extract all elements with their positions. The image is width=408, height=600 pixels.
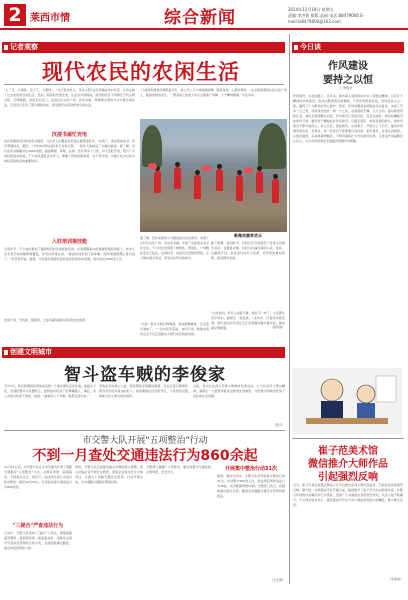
today-text: 作风建设，永远在路上。近年来，我市深入贯彻落实中央八项规定精神，以钉钉子精神抓作风建设，四风问题得到有效遏制，干部作风明显转变，党风政风为之一新，赢得了广大群众的衷心拥护。然而，作风问题具有顽固性和反复性，冰冻三尺非一日之寒，作风建设绝非一朝一夕之功，必须常抓不懈、久久为功。面对新形势新任务，我们必须清醒认识到，作风建设只有进行时，没有完成时，稍有松懈就可能前功尽弃。要坚持不懈地抓好作风建设，以踏石留印、抓铁有痕的劲头，把作风建设不断引向深入，持之以恒，善始善终，在常和长、严和实上下功夫，推动作风建设常态化、长效化。每一名党员干部都要以身作则、率先垂范，自觉从我做起，从现在做起，从具体事情做起，不断巩固和扩大作风建设成果，以优良作风凝聚党心民心，为全市各项事业发展提供坚强作风保障。 (293, 94, 403, 143)
header-rule (0, 28, 408, 30)
mid-paragraph-3: "以前一到冬天就打牌喝酒，现在跳舞健身，生活更有滋味了。"一位村民笑着说，农闲不闲，健康文明的生活方式正逐渐成为现代农民的新风尚。 (140, 322, 209, 336)
right-paragraph-2: "以前农闲，很多人闲着无事，现在不一样了，大家都忙着学知识、搞娱乐、谋发展。"采访中，记者深切感受到，现代农民的冬闲生活正变得越来越丰富多彩，越来越文明健康。 (211, 311, 285, 330)
paragraph-training: 冬闲时节，不少农民参加了镇街组织的各类技能培训。在南墅镇举办的果树管理培训班上，技术人员手把手地讲解修剪要领，学员们听得认真。"参加培训学到了真本事，明年果园管理心里有底了。"学员老李说。据悉，今冬我市将组织各类农民培训班50余期，培训农民3000余人次。 (4, 247, 135, 261)
mid-paragraph-1: "门前绿化健身设施配备齐全，晚上约上几个姐妹跳跳舞、锻炼身体，心情好得很。"在水集街道某社区文化广场上，随着欢快的音乐，一群身着红装的大妈们正跳着广场舞，个个精神饱满，乐在其中。 (140, 88, 287, 97)
bottom-col-1: 11月21日起，市交警大队在全市范围内开展了道路交通秩序"五项整治"行动，对酒后驾驶、超速超员、不按规定让行、闯红灯、违法停车等行为进行集中整治。截至12月16日，共查处各类交通违法行为860余起。 (4, 465, 72, 489)
right-paragraph-1: 除了跳舞，农闲时节，村民们还自发组织了各类文化娱乐活动。在夏格庄镇，村民们自编自演的小品、快板、吕剧等节目，讲述身边的好人好事，宣传党的惠农政策，深受群众欢迎。 (211, 241, 285, 260)
today-author: □ 申国华 (339, 86, 353, 90)
paragraph-closing: 农闲不闲，学技能、强素质，已成为越来越多农民的自觉选择。 (4, 318, 89, 322)
column-divider (289, 34, 290, 584)
bottom-headline: 不到一月查处交通违法行为860余起 (32, 448, 258, 464)
dancer (272, 179, 279, 203)
bottom-byline: （王志勇） (269, 578, 285, 582)
story-col-2: 李俊家平时热心公益，经常帮助邻居解决困难，在社区里口碑很好。群众评价他是身边的好人。他的事迹在社区传开后，大家纷纷点赞，称他为见义勇为的好榜样。 (99, 384, 191, 398)
fan (148, 163, 157, 169)
fan (202, 165, 211, 171)
section-bar-today (292, 42, 404, 53)
subheading-training: 入驻培训提技能 (51, 239, 87, 245)
bottom-col-1b: 行动中，交警大队坚持"三提合"工作法，即提高路面见警率、提高管控率、提高查处率，采取定点值守与流动巡逻相结合的方式，全面加强重点路段、重点时段的管控力度。 (4, 531, 72, 550)
section-label: 记者观察 (10, 43, 38, 51)
dancer (256, 171, 263, 193)
section-bar-civilized-city (2, 347, 285, 358)
dance-photo (140, 119, 287, 232)
mid-paragraph-2: 据了解，近年来我市大力推进农村文化建设，实现了村村有文化广场、有农家书屋，丰富了农民的业余文化生活。不少村庄还组建了秧歌队、锣鼓队、广场舞队等文艺队伍，农闲时节，村民们自发组织排练，走上舞台展示风采，享受文化带来的快乐。 (140, 236, 210, 260)
story-col-1: 今年5月，新店街道居民李俊家发现一个盗车团伙正在作案。他临危不乱，迅速报警并与民警配合，最终成功抓获了犯罪嫌疑人。事后，有人问他当时害不害怕，他说："看到坏人干坏事，谁都会站出来。" (4, 384, 96, 398)
photo-caption: 歌舞欢腾享欢乐 (234, 233, 262, 238)
dancer (194, 175, 201, 199)
bottom-col-4: 据悉，整治行动中，交警大队共开展集中整治行动31次，出动警力900余人次，查处酒后驾驶违法行为45起，其中醉酒驾驶12起。交警部门表示，将继续保持高压态势，确保全市道路交通安全形势持续稳定。 (217, 474, 285, 498)
bottom-subheading: "三提合"严查违法行为 (12, 523, 64, 529)
divider (4, 84, 284, 85)
cui-text: 近日，崔子范美术馆通过微信公众平台推出系列大师作品鉴赏，引起社会各界强烈反响。据介绍，该馆微信平台开通以来，陆续推介了崔子范先生的经典作品，并配以详细的作品解读和艺术赏析，受到广大书画爱好者的热烈欢迎，关注人数不断攀升。不少网友留言表示，通过微信平台足不出户就能欣赏到大师精品，既方便又实用。 (293, 483, 403, 507)
divider (4, 430, 285, 431)
main-headline: 现代农民的农闲生活 (42, 59, 240, 84)
byline: （高建波） (269, 325, 285, 329)
divider (292, 438, 404, 439)
bottom-subheading-2: 开展集中整治行动31次 (225, 466, 277, 472)
story-headline: 智斗盗车贼的李俊家 (64, 365, 226, 385)
bottom-col-2: 同时，交警大队还加强对重点车辆的源头管理，深入运输企业开展安全教育，督促企业落实安全主体责任，从源头上消除交通安全隐患。行动开展以来，全市道路交通秩序明显好转。 (75, 465, 143, 484)
date-line: 2014年12月19日 星期五 (288, 7, 334, 12)
page-number: 2 (4, 4, 26, 26)
intro-text: "入了冬，万事休，这下子，万事休"，"冬日里坐炕头，享受太阳"这些耳熟能详的老话，生动反映了过去农民的冬闲生活。然而，随着时代的发展，生活水平的提高，现代的农民不再满足于炕头晒太阳、打牌喝酒，而是走出家门，走进社区文化广场、农家书屋，用健康文明的方式丰富冬闲生活。记者近日走访了部分镇街村庄，感受现代农民别样的冬闲生活。 (4, 88, 135, 107)
today-headline-1: 作风建设 (328, 61, 368, 72)
dancer (174, 167, 181, 189)
caricature-image (292, 368, 402, 434)
paragraph-reading: 在店埠镇前店村的农家书屋里，几位老人正戴着老花镜认真阅读报刊。"农闲了，来这里看看书，学学养殖技术，挺好。"今年65岁的村民老王告诉记者，一到冬天他就成了书屋的常客。据了解，该村农家书屋藏书达2000余册，涵盖种植、养殖、法律、医疗等多个门类，每天定时开放，吸引了大批村民前来借阅。不少村民通过读书学习，掌握了新的致富本领。村干部介绍，书屋已成为村民冬闲时获取知识的重要场所。 (4, 139, 135, 163)
cui-headline-1: 崔子范美术馆 (318, 446, 378, 457)
cui-headline-3: 引起强烈反响 (318, 472, 378, 483)
dancer (216, 169, 223, 191)
editor-line: 责编:李洪智 排版:高丽 电话:88479000 E-mail:lx8479000@163.com (288, 13, 365, 24)
story-byline: （陈平） (272, 423, 285, 427)
header-meta (288, 7, 406, 25)
bottom-kicker: 市交警大队开展"五项整治"行动 (82, 436, 208, 446)
bottom-col-3: 交警部门提醒广大驾驶员，要自觉遵守交通法规，文明驾驶，安全出行。 (146, 465, 214, 474)
fan (244, 167, 253, 173)
dancer (154, 171, 161, 193)
cui-headline-2: 微信推介大师作品 (308, 459, 388, 470)
story-col-3: 目前，我市正在深入开展文明城市创建活动，大力弘扬见义勇为精神，涌现出一大批像李俊家这样的先进典型，为创建文明城市营造了良好的社会氛围。 (193, 384, 285, 398)
caricature-drawing (292, 368, 402, 434)
cui-byline: （李丽丽） (387, 577, 403, 581)
section-label: 今日谈 (300, 43, 321, 51)
subheading-reading: 沉浸书屋忙充电 (51, 132, 87, 138)
section-bar-reporter (2, 42, 285, 53)
brand-logo: 莱西市情 (30, 13, 70, 24)
section-label: 创建文明城市 (10, 348, 52, 356)
today-headline-2: 要持之以恒 (323, 75, 373, 86)
tree (258, 123, 286, 169)
section-title: 综合新闻 (164, 8, 236, 28)
tree (142, 125, 162, 167)
dancer (236, 175, 243, 201)
